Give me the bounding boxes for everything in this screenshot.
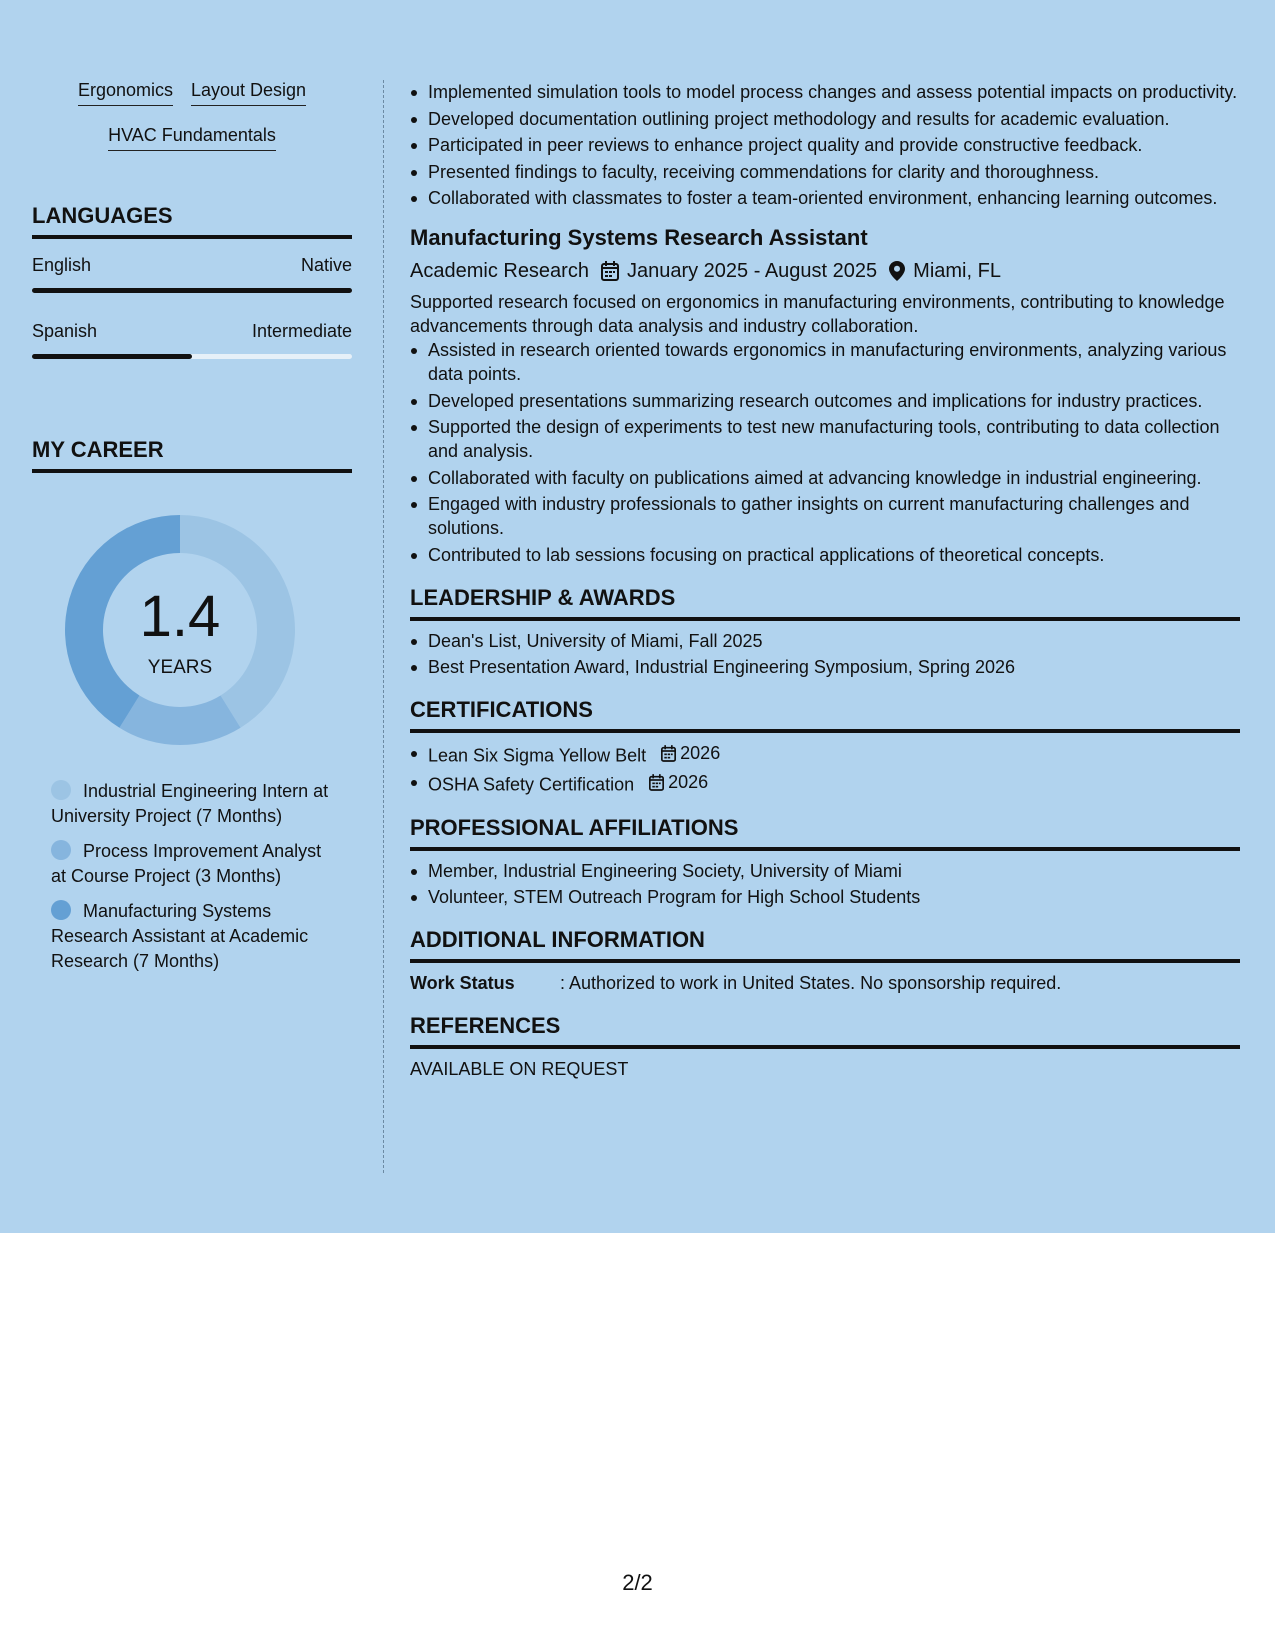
additional-info-heading: ADDITIONAL INFORMATION xyxy=(410,927,1240,963)
job-dates: January 2025 - August 2025 xyxy=(626,260,878,282)
certification-year: 2026 xyxy=(668,772,709,792)
bullet-item: Participated in peer reviews to enhance project quality and provide constructive feedback. xyxy=(410,133,1240,157)
affiliations-heading: PROFESSIONAL AFFILIATIONS xyxy=(410,815,1240,851)
job-location: Miami, FL xyxy=(913,260,1001,282)
languages-heading: LANGUAGES xyxy=(32,203,352,239)
skill-tag: Layout Design xyxy=(191,80,306,106)
calendar-icon xyxy=(661,745,676,762)
bullet-item: Implemented simulation tools to model process changes and assess potential impacts on productivity. xyxy=(410,80,1240,104)
affiliations-list xyxy=(410,859,1240,910)
bullet-item: Assisted in research oriented towards ergonomics in manufacturing environments, analyzing various data points. xyxy=(410,338,1240,386)
previous-job-bullets xyxy=(410,80,1240,210)
skills-list xyxy=(32,80,352,151)
left-column xyxy=(32,80,352,984)
language-name: Spanish xyxy=(32,321,98,341)
language-name: English xyxy=(32,255,92,275)
references-heading: REFERENCES xyxy=(410,1013,1240,1049)
certifications-list xyxy=(410,741,1240,797)
work-status-label: Work Status xyxy=(410,973,515,993)
donut-slice xyxy=(119,695,240,745)
bullet-item: Developed presentations summarizing research outcomes and implications for industry practices. xyxy=(410,389,1240,413)
work-status-row xyxy=(410,971,1240,995)
language-row xyxy=(32,255,352,276)
certification-item xyxy=(410,741,1240,768)
career-donut-chart xyxy=(65,515,295,745)
skill-tag: Ergonomics xyxy=(78,80,173,106)
job-title: Manufacturing Systems Research Assistant xyxy=(410,225,868,250)
language-proficiency-bar xyxy=(32,288,352,293)
bullet-item: Member, Industrial Engineering Society, University of Miami xyxy=(410,859,1240,883)
language-proficiency-fill xyxy=(32,354,192,359)
legend-dot xyxy=(51,900,71,920)
location-pin-icon xyxy=(889,261,905,281)
language-proficiency-bar xyxy=(32,354,352,359)
language-proficiency-fill xyxy=(32,288,352,293)
certification-date xyxy=(661,741,720,765)
bullet-item: Contributed to lab sessions focusing on practical applications of theoretical concepts. xyxy=(410,543,1240,567)
certification-name: Lean Six Sigma Yellow Belt xyxy=(428,745,647,766)
bullet-item: Engaged with industry professionals to gather insights on current manufacturing challenges and solutions. xyxy=(410,492,1240,540)
skill-tag: HVAC Fundamentals xyxy=(108,125,276,151)
column-divider xyxy=(383,80,384,1173)
bullet-item: Volunteer, STEM Outreach Program for High School Students xyxy=(410,885,1240,909)
job-meta xyxy=(410,258,1240,284)
career-legend-item xyxy=(51,779,331,829)
certification-date xyxy=(649,770,708,794)
leadership-list xyxy=(410,629,1240,680)
career-heading: MY CAREER xyxy=(32,437,352,473)
bullet-item: Collaborated with classmates to foster a team-oriented environment, enhancing learning outcomes. xyxy=(410,186,1240,210)
certification-name: OSHA Safety Certification xyxy=(428,774,635,795)
certification-item xyxy=(410,770,1240,797)
right-column xyxy=(410,80,1240,1081)
page-number: 2/2 xyxy=(622,1570,653,1595)
job-description: Supported research focused on ergonomics in manufacturing environments, contributing to knowledge advancements through data analysis and industry collaboration. xyxy=(410,292,1225,336)
legend-dot xyxy=(51,840,71,860)
bullet-item: Best Presentation Award, Industrial Engineering Symposium, Spring 2026 xyxy=(410,655,1240,679)
bullet-item: Developed documentation outlining project methodology and results for academic evaluation. xyxy=(410,107,1240,131)
career-role-label: Process Improvement Analyst at Course Project (3 Months) xyxy=(51,841,322,886)
job-bullets xyxy=(410,338,1240,567)
work-status-value: : Authorized to work in United States. No sponsorship required. xyxy=(560,973,1062,993)
career-legend-item xyxy=(51,899,331,974)
certification-year: 2026 xyxy=(680,743,721,763)
leadership-heading: LEADERSHIP & AWARDS xyxy=(410,585,1240,621)
career-role-label: Manufacturing Systems Research Assistant at Academic Research (7 Months) xyxy=(51,901,309,971)
language-level: Native xyxy=(300,255,352,275)
career-years-unit: YEARS xyxy=(147,657,213,678)
calendar-icon xyxy=(649,774,664,791)
career-legend xyxy=(51,779,331,974)
bullet-item: Dean's List, University of Miami, Fall 2025 xyxy=(410,629,1240,653)
job-organization: Academic Research xyxy=(410,260,589,282)
legend-dot xyxy=(51,780,71,800)
bullet-item: Supported the design of experiments to test new manufacturing tools, contributing to data collection and analysis. xyxy=(410,415,1240,463)
references-text: AVAILABLE ON REQUEST xyxy=(410,1059,629,1079)
bullet-item: Presented findings to faculty, receiving commendations for clarity and thoroughness. xyxy=(410,160,1240,184)
bullet-item: Collaborated with faculty on publications aimed at advancing knowledge in industrial engineering. xyxy=(410,466,1240,490)
certifications-heading: CERTIFICATIONS xyxy=(410,697,1240,733)
language-level: Intermediate xyxy=(251,321,352,341)
calendar-icon xyxy=(601,261,619,281)
career-role-label: Industrial Engineering Intern at University Project (7 Months) xyxy=(51,781,329,826)
language-row xyxy=(32,321,352,342)
career-legend-item xyxy=(51,839,331,889)
career-total-years: 1.4 xyxy=(139,584,221,649)
